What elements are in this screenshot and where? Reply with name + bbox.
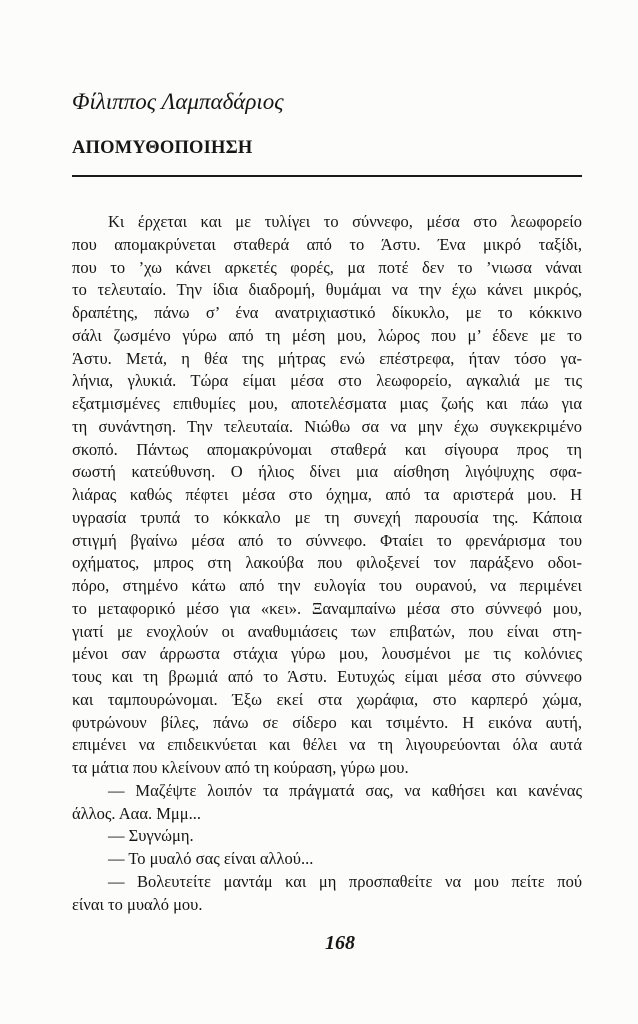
author-name: Φίλιππος Λαμπαδάριος	[72, 89, 284, 114]
text-line: λήνια, γλυκιά. Τώρα είμαι μέσα στο λεωφορείο, αγκαλιά με τις	[72, 371, 582, 391]
text-line: που απομακρύνεται σταθερά από το Άστυ. Ένα μικρό ταξίδι,	[72, 234, 582, 254]
text-line: — Το μυαλό σας είναι αλλού...	[108, 849, 314, 868]
text-line: Άστυ. Μετά, η θέα της μήτρας ενώ επέστρεφα, ήταν τόσο γα-	[72, 348, 582, 368]
text-line: στιγμή βγαίνω μέσα από το σύννεφο. Φταίει το φρενάρισμα του	[72, 530, 582, 550]
text-line: το τελευταίο. Την ίδια διαδρομή, θυμάμαι να την έχω κάνει μικρός,	[72, 280, 582, 300]
text-line: δραπέτης, πάνω σ’ ένα ανατριχιαστικό δίκυκλο, με το κόκκινο	[72, 303, 582, 322]
text-line: τη συνάντηση. Την τελευταία. Νιώθω σα να μην έχω συγκεκριμένο	[72, 416, 582, 436]
text-line: — Μαζέψτε λοιπόν τα πράγματά σας, να καθήσει και κανένας	[108, 780, 582, 800]
text-line: οχήματος, μπρος στη λακούβα που φιλοξενεί τον παράξενο οδοι-	[72, 553, 582, 573]
text-line: και ταμπουρώνομαι. Έξω εκεί στα χωράφια, στο καρπερό χώμα,	[72, 689, 582, 709]
dialogue-line-2	[72, 825, 582, 848]
text-line: φυτρώνουν βίλες, πάνω σε σίδερο και τσιμέντο. Η εικόνα αυτή,	[72, 712, 582, 732]
text-line: σωστή κατεύθυνση. Ο ήλιος δίνει μια αίσθηση λιγόψυχης σφα-	[72, 462, 582, 482]
page-number: 168	[325, 932, 355, 954]
text-line: υγρασία τρυπά το κόκκαλο με τη συνεχή παρουσία της. Κάποια	[72, 507, 582, 527]
text-line: μένοι σαν άρρωστα στάχια γύρω μου, λουσμένοι με τις κολόνιες	[72, 644, 582, 664]
dialogue-line-3	[72, 848, 582, 871]
text-line: — Βολευτείτε μαντάμ και μη προσπαθείτε να μου πείτε πού	[108, 871, 582, 891]
text-line: σάλι ζωσμένο γύρω από τη μέση μου, λώρος που μ’ έδενε με το	[72, 325, 582, 345]
text-line: Κι έρχεται και με τυλίγει το σύννεφο, μέσα στο λεωφορείο	[108, 212, 582, 231]
text-line: σκοπό. Πάντως απομακρύνομαι σταθερά και σίγουρα προς τη	[72, 439, 582, 459]
text-line: πόρο, στημένο κάτω από την ευλογία του ουρανού, να περιμένει	[72, 576, 582, 595]
text-line: επιμένει να επιδεικνύεται και θέλει να τη λιγουρεύονται όλα αυτά	[72, 735, 582, 755]
text-line: το μεταφορικό μέσο για «κει». Ξαναμπαίνω μέσα στο σύννεφό μου,	[72, 598, 582, 618]
text-line: άλλος. Ααα. Μμμ...	[72, 803, 201, 823]
text-line: — Συγνώμη.	[108, 826, 194, 846]
narrative-paragraph	[72, 211, 582, 780]
text-line: τα μάτια που κλείνουν από τη κούραση, γύρω μου.	[72, 758, 409, 777]
text-line: λιάρας καθώς πέφτει μέσα στο όχημα, από τα αριστερά μου. Η	[72, 485, 582, 504]
story-title: ΑΠΟΜΥΘΟΠΟΙΗΣΗ	[72, 138, 253, 158]
story-text	[72, 211, 582, 916]
title-rule	[72, 175, 582, 177]
text-line: γιατί με ενοχλούν οι αναθυμιάσεις των επιβατών, που είναι στη-	[72, 621, 582, 641]
text-line: που το ’χω κάνει αρκετές φορές, μα ποτέ δεν το ’νιωσα νάναι	[72, 257, 582, 277]
dialogue-line-1	[72, 780, 582, 826]
text-line: τους και τη βρωμιά από το Άστυ. Ευτυχώς είμαι μέσα στο σύννεφο	[72, 667, 582, 686]
dialogue-line-4	[72, 871, 582, 917]
text-line: εξατμισμένες επιθυμίες μου, αποτελέσματα μιας ζωής και πάω για	[72, 394, 582, 413]
text-line: είναι το μυαλό μου.	[72, 894, 203, 914]
